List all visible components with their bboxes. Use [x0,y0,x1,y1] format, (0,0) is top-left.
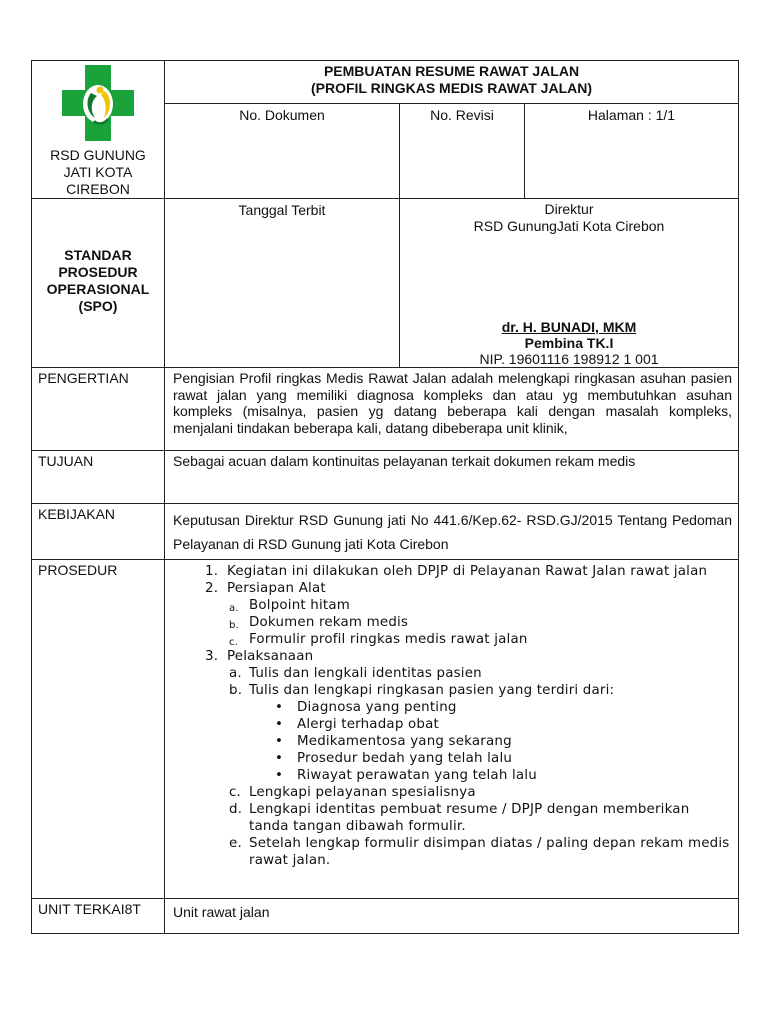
execution-item: b. Tulis dan lengkapi ringkasan pasien yang terdiri dari: • Diagnosa yang penting • Alergi terhadap obat • Medikamentosa yang sekarang • Prosedur bedah yang telah lalu • Riwayat perawatan yang telah lalu [227,682,732,784]
doc-number-label: No. Dokumen [165,103,400,198]
execution-list [227,665,732,869]
summary-bullet: • Riwayat perawatan yang telah lalu [275,767,732,784]
director-name: dr. H. BUNADI, MKM [501,319,637,335]
tujuan-label: TUJUAN [32,451,165,504]
prosedur-label: PROSEDUR [32,560,165,899]
page-number-label: Halaman : 1/1 [525,103,739,198]
issue-date-label: Tanggal Terbit [165,199,400,368]
director-nip: NIP. 19601116 198912 1 001 [479,351,659,367]
director-block: Direktur RSD GunungJati Kota Cirebon dr. H. BUNADI, MKM Pembina TK.I NIP. 19601116 198912 1 001 [400,199,739,368]
execution-item: e. Setelah lengkap formulir disimpan diatas / paling depan rekam medis rawat jalan. [229,836,730,868]
kebijakan-label: KEBIJAKAN [32,504,165,560]
unit-text: Unit rawat jalan [165,899,739,934]
revision-number-label: No. Revisi [400,103,525,198]
summary-bullet: • Prosedur bedah yang telah lalu [275,750,732,767]
document-title: PEMBUATAN RESUME RAWAT JALAN (PROFIL RINGKAS MEDIS RAWAT JALAN) [165,61,739,104]
tool-list [227,597,732,648]
director-rank: Pembina TK.I [524,335,614,351]
execution-item: c. Lengkapi pelayanan spesialisnya [229,785,476,800]
spo-document [31,60,738,934]
pengertian-text: Pengisian Profil ringkas Medis Rawat Jalan adalah melengkapi ringkasan asuhan pasien rawat jalan yang memiliki diagnosa kompleks dan atau yg membutuhkan asuhan kompleks (misalnya, pasien yg datang beberapa kali dengan masalah kompleks, menjalani tindakan beberapa kali, datang dibeberapa unit klinik, [165,368,739,451]
hospital-cell [32,61,165,199]
hospital-name: RSD GUNUNG JATI KOTA CIREBON [50,147,146,197]
procedure-step: 2. Persiapan Alat a. Bolpoint hitam b. Dokumen rekam medis c. Formulir profil ringkas medis rawat jalan [205,580,732,648]
summary-bullets [275,699,732,784]
kebijakan-text: Keputusan Direktur RSD Gunung jati No 441.6/Kep.62- RSD.GJ/2015 Tentang Pedoman Pelayanan di RSD Gunung jati Kota Cirebon [165,504,739,560]
execution-item: d. Lengkapi identitas pembuat resume / DPJP dengan memberikan tanda tangan dibawah formulir. [229,802,690,834]
tujuan-text: Sebagai acuan dalam kontinuitas pelayanan terkait dokumen rekam medis [165,451,739,504]
summary-bullet: • Diagnosa yang penting [275,699,732,716]
hospital-logo-icon [60,63,136,143]
summary-bullet: • Alergi terhadap obat [275,716,732,733]
pengertian-label: PENGERTIAN [32,368,165,451]
procedure-steps [205,563,732,869]
spo-title: STANDAR PROSEDUR OPERASIONAL (SPO) [32,199,165,368]
tool-item: b. Dokumen rekam medis [229,615,409,631]
summary-bullet: • Medikamentosa yang sekarang [275,733,732,750]
procedure-step: 3. Pelaksanaan a. Tulis dan lengkali identitas pasien b. Tulis dan lengkapi ringkasan pasien yang terdiri dari: • Diagnosa yang penting • Alergi terhadap obat • Medikamentosa yang sekarang • Prosedur bedah yang telah lalu • Riwayat perawatan yang telah lalu c. Lengkapi pelayanan spesialisnya d. Lengkapi identitas pembuat resume / DPJP dengan memberikan tanda tangan dibawah formulir. e. Setelah lengkap formulir disimpan diatas / paling depan rekam medis rawat jalan. [205,648,732,869]
tool-item: c. Formulir profil ringkas medis rawat jalan [229,632,528,648]
prosedur-content [165,560,739,899]
unit-label: UNIT TERKAI8T [32,899,165,934]
execution-item: a. Tulis dan lengkali identitas pasien [229,666,482,681]
procedure-step: 1. Kegiatan ini dilakukan oleh DPJP di Pelayanan Rawat Jalan rawat jalan [205,564,708,579]
tool-item: a. Bolpoint hitam [229,598,351,614]
spo-table [31,60,739,934]
